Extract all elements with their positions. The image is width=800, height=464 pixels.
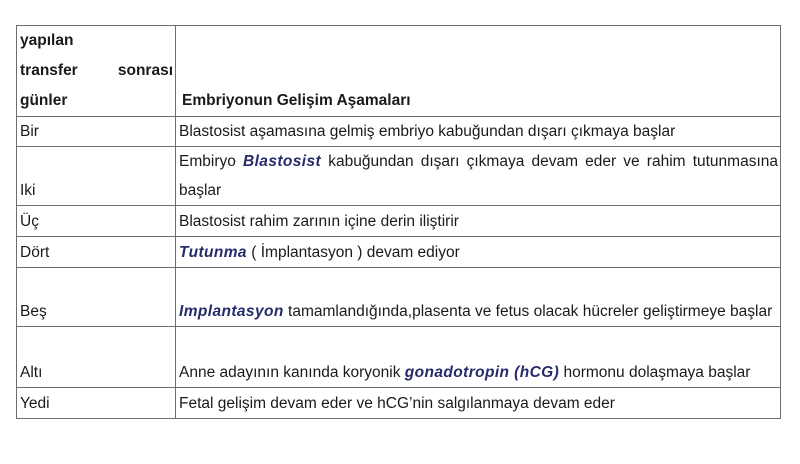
table-row (17, 327, 781, 388)
table-row (17, 268, 781, 327)
table-row (17, 237, 781, 268)
stage-term: Blastosist (243, 153, 322, 170)
day-cell: Yedi (17, 388, 176, 419)
header-days-line1: yapılan (20, 32, 74, 49)
header-days-line2 (20, 56, 173, 86)
day-cell: Bir (17, 117, 176, 147)
day-cell: Beş (17, 268, 176, 327)
header-stages-cell: Embriyonun Gelişim Aşamaları (176, 26, 781, 117)
table-row (17, 147, 781, 206)
embryo-stages-table (16, 25, 781, 419)
stage-cell: Fetal gelişim devam eder ve hCG’nin salgılanmaya devam eder (176, 388, 781, 419)
stage-text: tamamlandığında,plasenta ve fetus olacak hücreler geliştirmeye başlar (283, 303, 773, 320)
stage-cell (176, 268, 781, 327)
stage-cell: Blastosist aşamasına gelmiş embriyo kabuğundan dışarı çıkmaya başlar (176, 117, 781, 147)
stage-cell (176, 237, 781, 268)
stage-term: gonadotropin (hCG) (404, 364, 560, 381)
day-cell: Dört (17, 237, 176, 268)
stage-text: hormonu dolaşmaya başlar (559, 364, 751, 381)
day-cell: Iki (17, 147, 176, 206)
stage-term: Implantasyon (179, 303, 284, 320)
stage-text: ( İmplantasyon ) devam ediyor (246, 244, 460, 261)
day-cell: Altı (17, 327, 176, 388)
stage-cell (176, 147, 781, 206)
stage-text: kabuğundan dışarı çıkmaya devam eder ve rahim tutunmasına başlar (179, 153, 778, 199)
table-row (17, 388, 781, 419)
table-row (17, 206, 781, 237)
header-days-word-transfer: transfer (20, 62, 78, 79)
stage-text: Anne adayının kanında koryonik (179, 364, 405, 381)
header-row (17, 26, 781, 117)
table-row (17, 117, 781, 147)
day-cell: Üç (17, 206, 176, 237)
stage-cell (176, 327, 781, 388)
stage-cell: Blastosist rahim zarının içine derin iliştirir (176, 206, 781, 237)
header-days-cell (17, 26, 176, 117)
header-days-word-sonrasi: sonrası (117, 62, 173, 79)
stage-term: Tutunma (179, 244, 247, 261)
header-days-line3: günler (20, 92, 68, 109)
stage-text: Embiryo (179, 153, 243, 170)
